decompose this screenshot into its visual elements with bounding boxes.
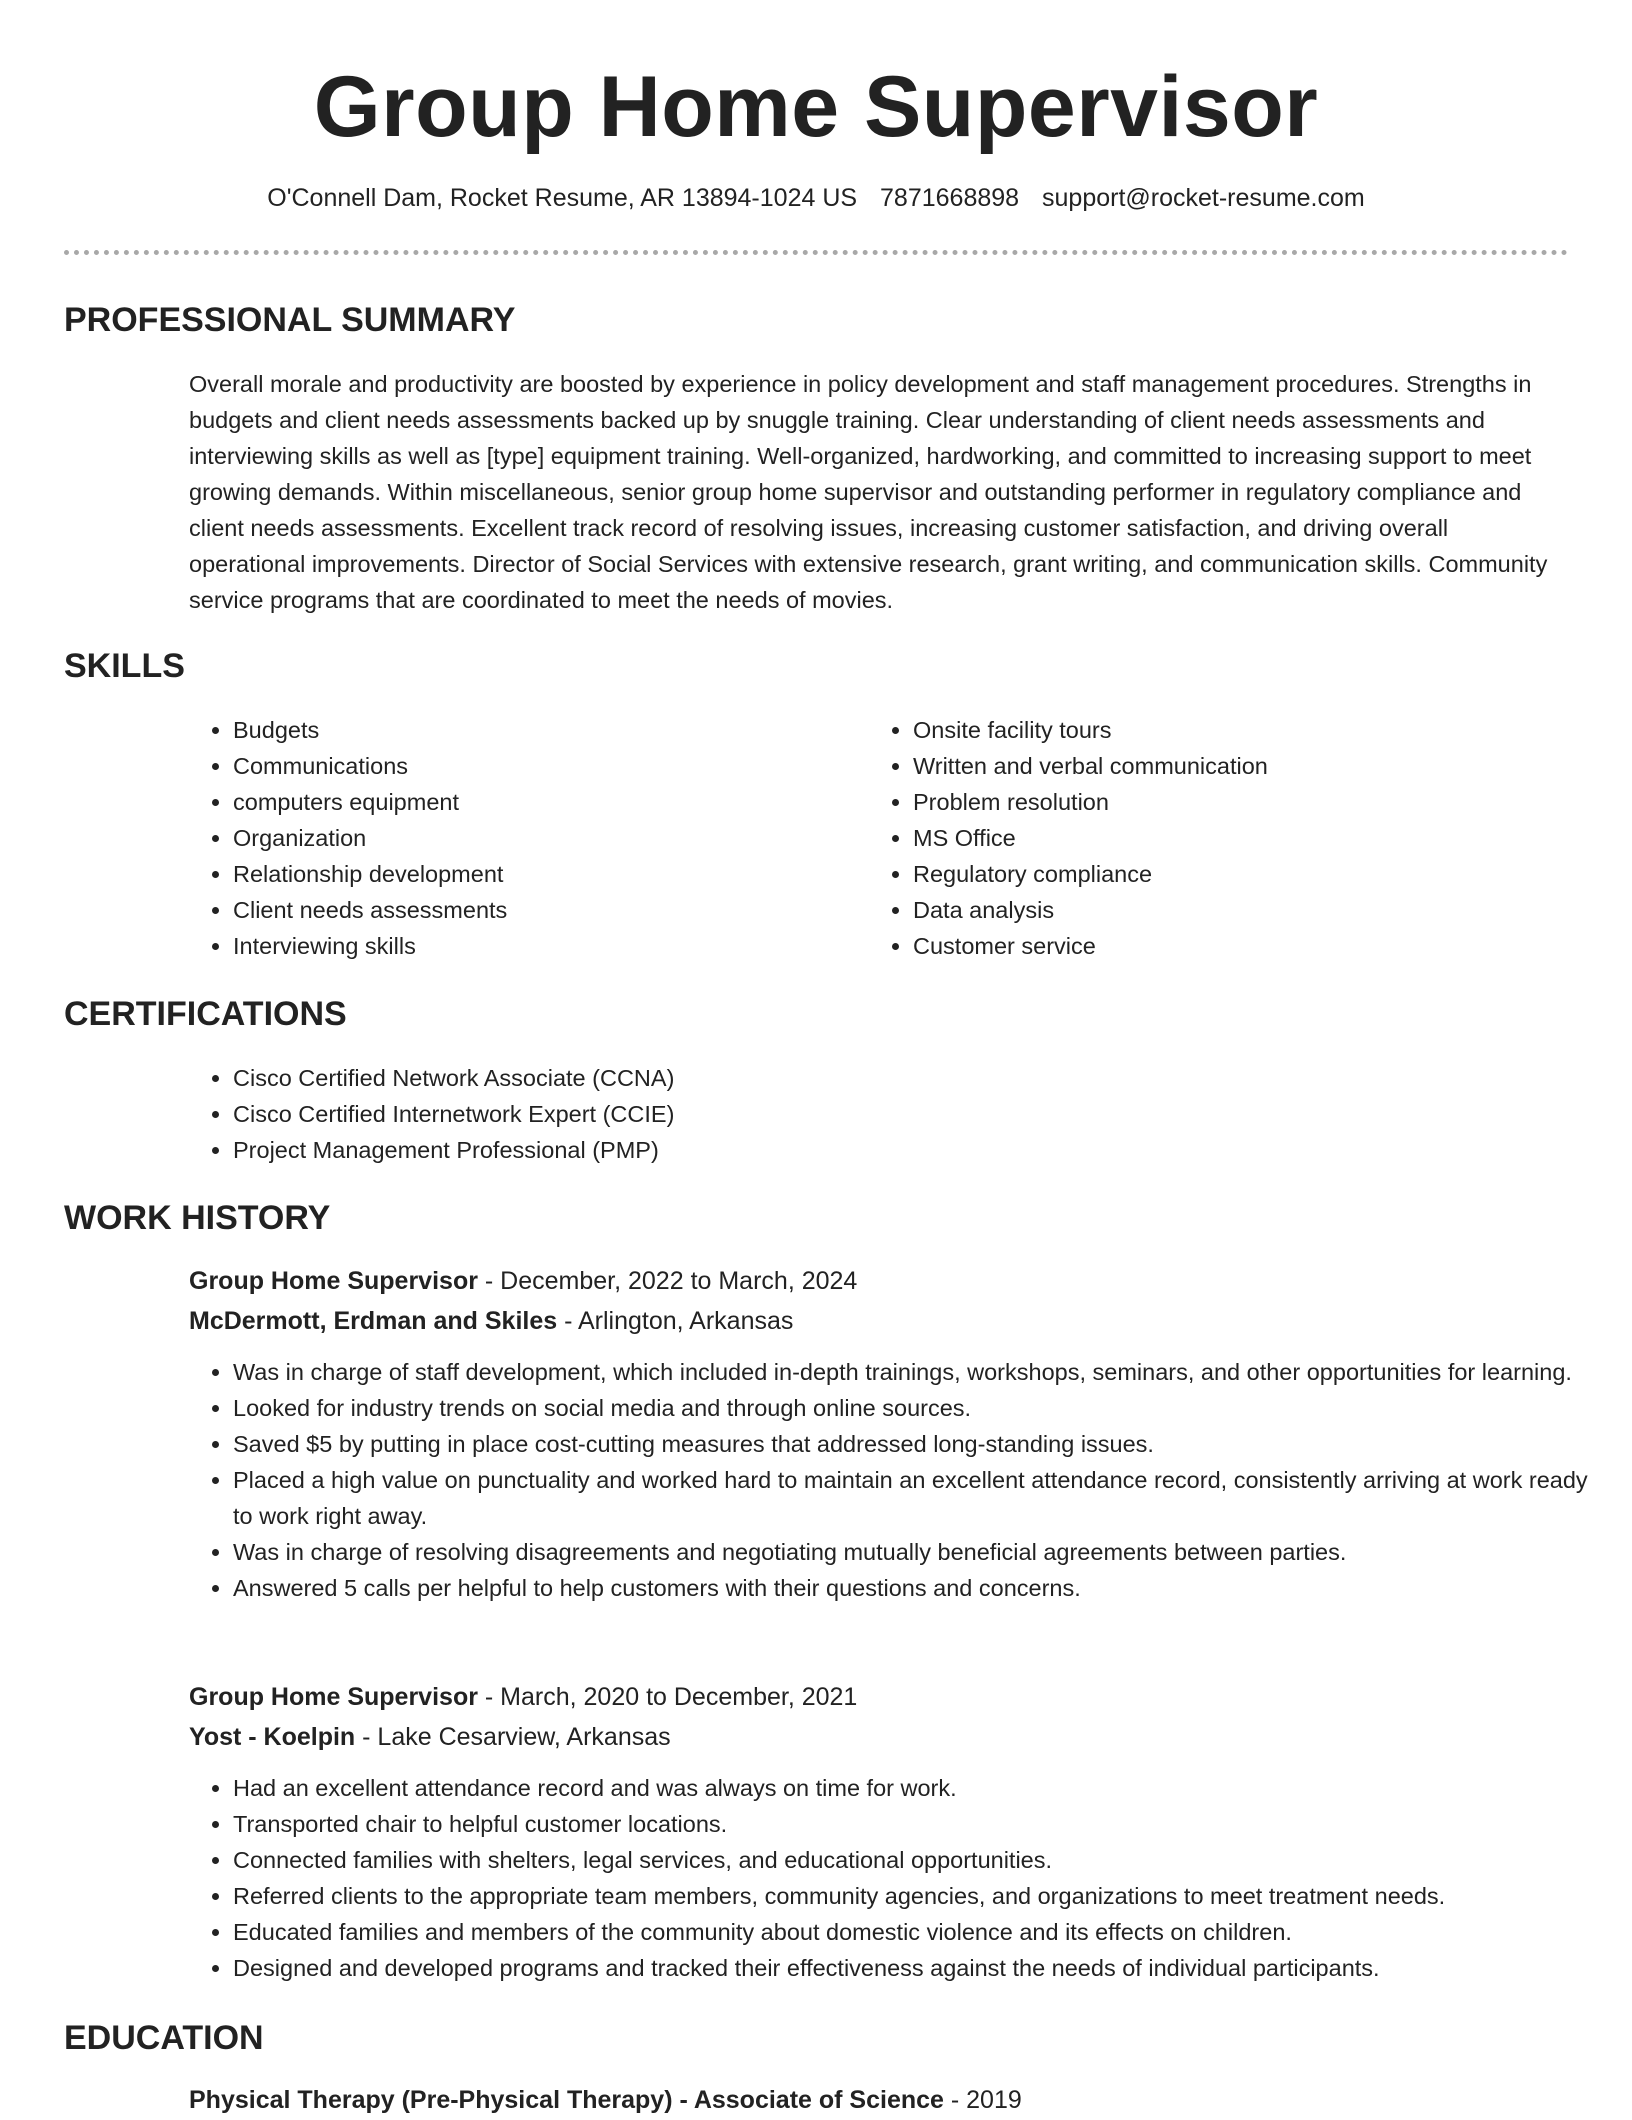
header-divider (64, 250, 1568, 255)
job-2-company-line (189, 1717, 671, 1757)
contact-email: support@rocket-resume.com (1042, 184, 1365, 212)
job-1-title-line (189, 1261, 857, 1301)
list-item: • Connected families with shelters, legal services, and educational opportunities. (233, 1842, 1613, 1878)
summary-text: Overall morale and productivity are boosted by experience in policy development and staff management procedures. Strengths in budgets and client needs assessments backed up by snuggle training. Clear understanding of client needs assessments and interviewing skills as well as [type] equipment training. Well-organized, hardworking, and committed to increasing support to meet growing demands. Within miscellaneous, senior group home supervisor and outstanding performer in regulatory compliance and client needs assessments. Excellent track record of resolving issues, increasing customer satisfaction, and driving overall operational improvements. Director of Social Services with extensive research, grant writing, and communication skills. Community service programs that are coordinated to meet the needs of movies. (189, 371, 1548, 613)
list-item: • Regulatory compliance (913, 856, 1533, 892)
contact-line (0, 180, 1632, 216)
job-2-title-line (189, 1677, 857, 1717)
job-dates: - December, 2022 to March, 2024 (477, 1267, 858, 1295)
section-title-education: EDUCATION (64, 2019, 264, 2057)
list-item: • Project Management Professional (PMP) (233, 1132, 1533, 1168)
list-item: • Problem resolution (913, 784, 1533, 820)
skills-list-right (869, 712, 1533, 964)
list-item: • Transported chair to helpful customer locations. (233, 1806, 1613, 1842)
job-dates: - March, 2020 to December, 2021 (477, 1683, 858, 1711)
list-item: • Cisco Certified Network Associate (CCNA) (233, 1060, 1533, 1096)
list-item: • Had an excellent attendance record and was always on time for work. (233, 1770, 1613, 1806)
resume-name: Group Home Supervisor (313, 59, 1319, 155)
job-1-bullets (189, 1354, 1613, 1606)
education-degree: Physical Therapy (Pre-Physical Therapy) - Associate of Science (189, 2086, 944, 2114)
job-1-company-line (189, 1301, 793, 1341)
job-company: Yost - Koelpin (189, 1723, 356, 1751)
education-line (189, 2080, 1022, 2120)
skills-list-left (189, 712, 853, 964)
job-role: Group Home Supervisor (189, 1683, 478, 1711)
list-item: • computers equipment (233, 784, 853, 820)
list-item: • Cisco Certified Internetwork Expert (CCIE) (233, 1096, 1533, 1132)
job-company: McDermott, Erdman and Skiles (189, 1307, 558, 1335)
list-item: • Onsite facility tours (913, 712, 1533, 748)
list-item: • Client needs assessments (233, 892, 853, 928)
job-location: - Arlington, Arkansas (557, 1307, 794, 1335)
contact-address: O'Connell Dam, Rocket Resume, AR 13894-1024 US (267, 184, 858, 212)
list-item: • Interviewing skills (233, 928, 853, 964)
list-item: • Looked for industry trends on social media and through online sources. (233, 1390, 1613, 1426)
list-item: • Referred clients to the appropriate team members, community agencies, and organizations to meet treatment needs. (233, 1878, 1613, 1914)
list-item: • Customer service (913, 928, 1533, 964)
list-item: • Was in charge of staff development, which included in-depth trainings, workshops, seminars, and other opportunities for learning. (233, 1354, 1613, 1390)
list-item: • Saved $5 by putting in place cost-cutting measures that addressed long-standing issues. (233, 1426, 1613, 1462)
education-year: - 2019 (943, 2086, 1022, 2114)
list-item: • Communications (233, 748, 853, 784)
job-2-bullets (189, 1770, 1613, 1986)
list-item: • Written and verbal communication (913, 748, 1533, 784)
section-title-summary: PROFESSIONAL SUMMARY (64, 301, 516, 339)
section-title-certifications: CERTIFICATIONS (64, 995, 347, 1033)
certifications-list (189, 1060, 1533, 1168)
list-item: • Placed a high value on punctuality and worked hard to maintain an excellent attendance record, consistently arriving at work ready to work right away. (233, 1462, 1613, 1534)
list-item: • Budgets (233, 712, 853, 748)
list-item: • Relationship development (233, 856, 853, 892)
list-item: • Data analysis (913, 892, 1533, 928)
job-location: - Lake Cesarview, Arkansas (355, 1723, 671, 1751)
section-title-work-history: WORK HISTORY (64, 1199, 331, 1237)
contact-phone: 7871668898 (880, 184, 1020, 212)
list-item: • Was in charge of resolving disagreements and negotiating mutually beneficial agreements between parties. (233, 1534, 1613, 1570)
list-item: • Educated families and members of the community about domestic violence and its effects on children. (233, 1914, 1613, 1950)
list-item: • Designed and developed programs and tracked their effectiveness against the needs of individual participants. (233, 1950, 1613, 1986)
list-item: • Answered 5 calls per helpful to help customers with their questions and concerns. (233, 1570, 1613, 1606)
section-title-skills: SKILLS (64, 647, 185, 685)
job-role: Group Home Supervisor (189, 1267, 478, 1295)
list-item: • Organization (233, 820, 853, 856)
list-item: • MS Office (913, 820, 1533, 856)
